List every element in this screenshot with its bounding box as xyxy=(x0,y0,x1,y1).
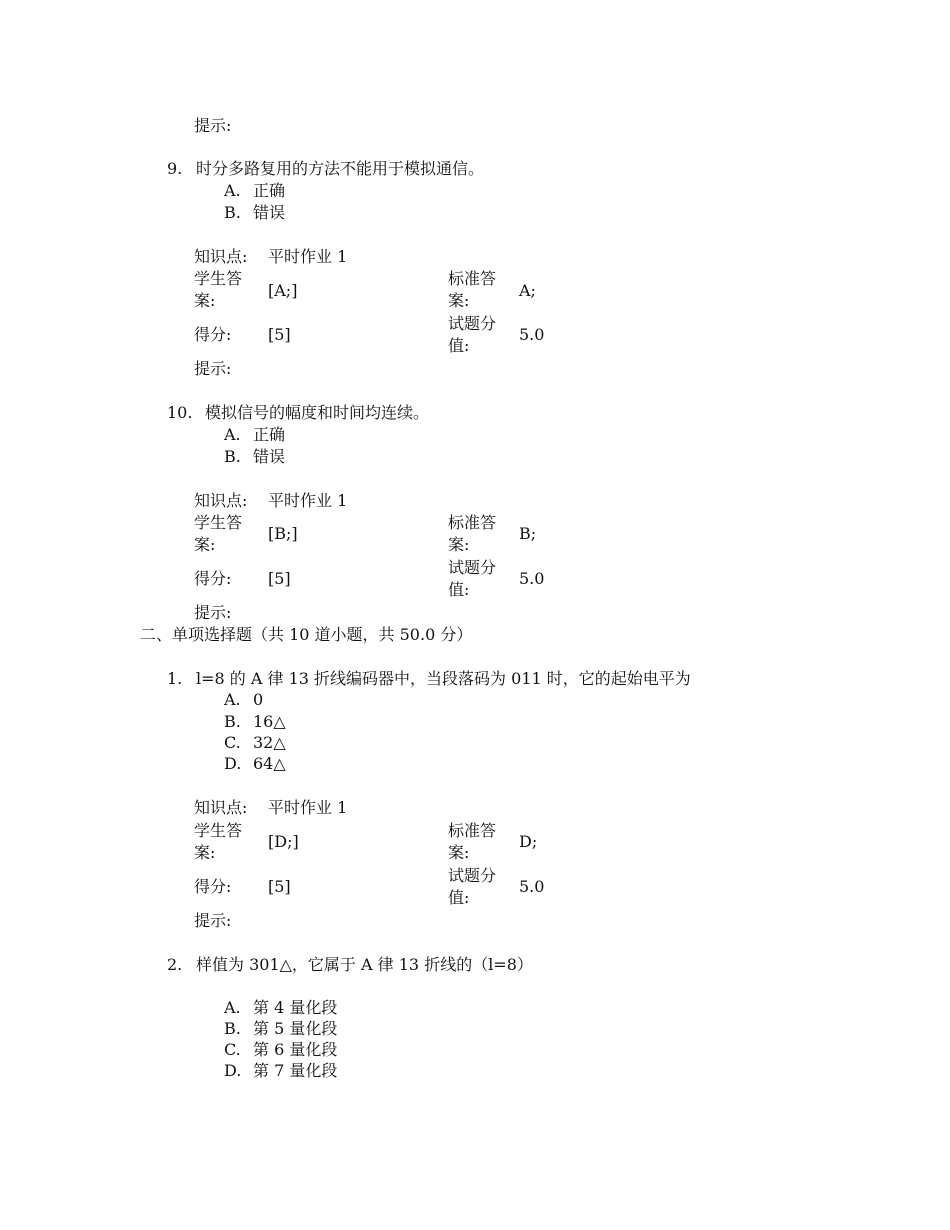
standard-answer-label: 标准答案: xyxy=(448,821,497,862)
knowledge-value: 平时作业 1 xyxy=(268,247,348,266)
option-letter: A. xyxy=(224,425,241,444)
section-heading: 二、单项选择题（共 10 道小题，共 50.0 分） xyxy=(140,625,473,644)
points-value: 5.0 xyxy=(519,877,545,896)
option-letter: B. xyxy=(224,1019,241,1038)
standard-answer-label: 标准答案: xyxy=(448,513,497,554)
option-letter: C. xyxy=(224,733,241,752)
points-value: 5.0 xyxy=(519,325,545,344)
points-label: 试题分值: xyxy=(448,314,497,355)
option-text: 错误 xyxy=(253,447,286,466)
option-text: 第 4 量化段 xyxy=(253,998,338,1017)
student-answer-label: 学生答案: xyxy=(194,269,243,310)
student-answer-value: [B;] xyxy=(268,524,298,543)
option-letter: A. xyxy=(224,690,241,709)
question-number: 10. xyxy=(167,403,193,422)
option-letter: A. xyxy=(224,181,241,200)
score-value: [5] xyxy=(268,877,291,896)
standard-answer-value: D; xyxy=(519,832,538,851)
points-label: 试题分值: xyxy=(448,558,497,599)
option-text: 第 6 量化段 xyxy=(253,1040,338,1059)
knowledge-value: 平时作业 1 xyxy=(268,491,348,510)
score-label: 得分: xyxy=(194,325,232,344)
student-answer-value: [A;] xyxy=(268,281,298,300)
score-value: [5] xyxy=(268,325,291,344)
student-answer-label: 学生答案: xyxy=(194,513,243,554)
student-answer-value: [D;] xyxy=(268,832,299,851)
knowledge-value: 平时作业 1 xyxy=(268,798,348,817)
question-text: 模拟信号的幅度和时间均连续。 xyxy=(205,403,430,422)
question-number: 1. xyxy=(167,669,183,688)
option-text: 正确 xyxy=(253,425,286,444)
points-value: 5.0 xyxy=(519,569,545,588)
option-letter: A. xyxy=(224,998,241,1017)
score-label: 得分: xyxy=(194,569,232,588)
option-text: 第 7 量化段 xyxy=(253,1061,338,1080)
question-text: 时分多路复用的方法不能用于模拟通信。 xyxy=(196,159,485,178)
hint-label: 提示: xyxy=(194,116,232,135)
knowledge-label: 知识点: xyxy=(194,247,248,266)
question-text: l=8 的 A 律 13 折线编码器中，当段落码为 011 时，它的起始电平为 xyxy=(196,669,691,688)
question-number: 9. xyxy=(167,159,183,178)
option-text: 错误 xyxy=(253,203,286,222)
option-text: 32△ xyxy=(253,733,286,752)
option-letter: B. xyxy=(224,447,241,466)
score-label: 得分: xyxy=(194,877,232,896)
knowledge-label: 知识点: xyxy=(194,491,248,510)
option-letter: D. xyxy=(224,754,242,773)
score-value: [5] xyxy=(268,569,291,588)
student-answer-label: 学生答案: xyxy=(194,821,243,862)
hint-label: 提示: xyxy=(194,359,232,378)
question-number: 2. xyxy=(167,955,183,974)
standard-answer-value: A; xyxy=(519,281,536,300)
points-label: 试题分值: xyxy=(448,866,497,907)
standard-answer-value: B; xyxy=(519,524,537,543)
option-text: 0 xyxy=(253,690,264,709)
option-letter: C. xyxy=(224,1040,241,1059)
option-letter: B. xyxy=(224,712,241,731)
option-letter: D. xyxy=(224,1061,242,1080)
hint-label: 提示: xyxy=(194,911,232,930)
standard-answer-label: 标准答案: xyxy=(448,269,497,310)
question-text: 样值为 301△，它属于 A 律 13 折线的（l=8） xyxy=(196,955,533,974)
option-letter: B. xyxy=(224,203,241,222)
knowledge-label: 知识点: xyxy=(194,798,248,817)
option-text: 16△ xyxy=(253,712,286,731)
option-text: 64△ xyxy=(253,754,286,773)
option-text: 正确 xyxy=(253,181,286,200)
hint-label: 提示: xyxy=(194,603,232,622)
option-text: 第 5 量化段 xyxy=(253,1019,338,1038)
